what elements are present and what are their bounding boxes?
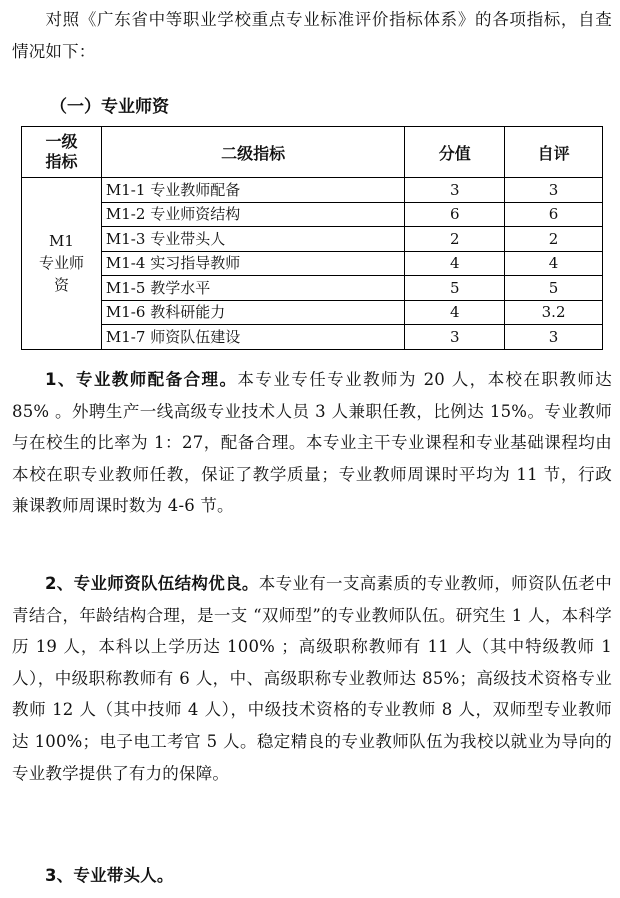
table-row [22, 276, 603, 301]
indicator-name: M1-4 实习指导教师 [101, 251, 404, 276]
indicator-score: 3 [405, 325, 505, 350]
header-level2: 二级指标 [101, 127, 404, 178]
table-row [22, 202, 603, 227]
header-self: 自评 [505, 127, 603, 178]
table-row [22, 325, 603, 350]
indicator-score: 6 [405, 202, 505, 227]
category-name-2: 资 [53, 276, 69, 295]
section-paragraph-3 [12, 860, 612, 892]
section-title-1: 1、专业教师配备合理。 [45, 370, 238, 389]
table-row [22, 300, 603, 325]
indicator-table [21, 126, 603, 350]
intro-text: 对照《广东省中等职业学校重点专业标准评价指标体系》的各项指标，自查情况如下： [12, 10, 612, 61]
indicator-self: 3 [505, 325, 603, 350]
header-level1: 一级指标 [22, 127, 102, 178]
section-title-3: 3、专业带头人。 [45, 866, 174, 885]
header-score: 分值 [405, 127, 505, 178]
section-title-2: 2、专业师资队伍结构优良。 [45, 574, 259, 593]
indicator-name: M1-3 专业带头人 [101, 227, 404, 252]
section-heading: （一）专业师资 [50, 97, 169, 117]
indicator-self: 3 [505, 178, 603, 203]
section-body-2: 本专业有一支高素质的专业教师，师资队伍老中青结合，年龄结构合理，是一支 “双师型”的专业教师队伍。研究生 1 人，本科学历 19 人，本科以上学历达 100% ；高级职称教师有 11 人（其中特级教师 1 人），中级职称教师有 6 人，中、高级职称专业教师达 85%；高级技术资格专业教师 12 人（其中技师 4 人），中级技术资格的专业教师 8 人，双师型专业教师达 100%；电子电工考官 5 人。稳定精良的专业教师队伍为我校以就业为导向的专业教学提供了有力的保障。 [12, 574, 612, 783]
section-body-1: 本专业专任专业教师为 20 人，本校在职教师达 85% 。外聘生产一线高级专业技术人员 3 人兼职任教，比例达 15%。专业教师与在校生的比率为 1：27，配备合理。本专业主干专业课程和专业基础课程均由本校在职专业教师任教，保证了教学质量；专业教师周课时平均为 11 节，行政兼课教师周课时数为 4-6 节。 [12, 370, 612, 516]
table-header-row [22, 127, 603, 178]
table-row [22, 251, 603, 276]
indicator-name: M1-5 教学水平 [101, 276, 404, 301]
indicator-self: 2 [505, 227, 603, 252]
indicator-self: 3.2 [505, 300, 603, 325]
table-row [22, 227, 603, 252]
indicator-score: 5 [405, 276, 505, 301]
table-row [22, 178, 603, 203]
category-cell [22, 178, 102, 350]
indicator-name: M1-6 教科研能力 [101, 300, 404, 325]
indicator-name: M1-7 师资队伍建设 [101, 325, 404, 350]
indicator-score: 4 [405, 251, 505, 276]
indicator-name: M1-2 专业师资结构 [101, 202, 404, 227]
section-paragraph-2 [12, 568, 612, 789]
indicator-score: 3 [405, 178, 505, 203]
category-name-1: 专业师 [38, 254, 84, 273]
intro-paragraph [12, 4, 612, 67]
indicator-name: M1-1 专业教师配备 [101, 178, 404, 203]
indicator-self: 5 [505, 276, 603, 301]
indicator-self: 6 [505, 202, 603, 227]
section-paragraph-1 [12, 364, 612, 522]
indicator-self: 4 [505, 251, 603, 276]
indicator-score: 4 [405, 300, 505, 325]
category-code: M1 [49, 232, 74, 251]
indicator-score: 2 [405, 227, 505, 252]
